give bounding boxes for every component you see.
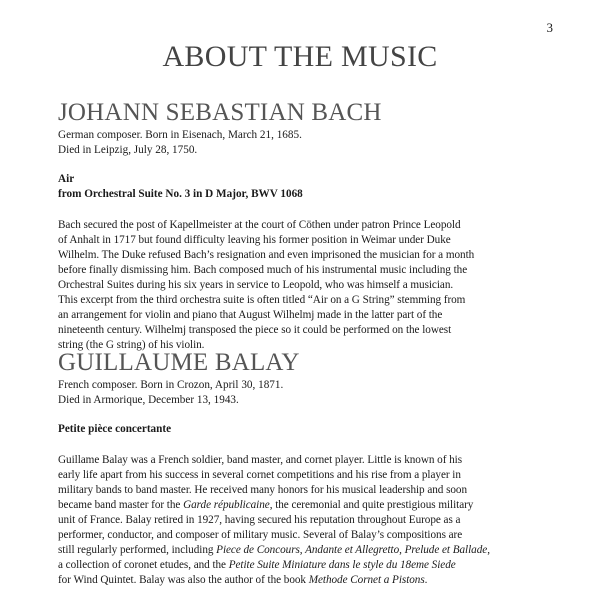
italic-title: Petite Suite Miniature dans le style du 18eme Siede bbox=[228, 559, 456, 571]
description-line: Bach secured the post of Kapellmeister at the court of Cöthen under patron Prince Leopold bbox=[58, 219, 461, 231]
composer-birth: French composer. Born in Crozon, April 30, 1871. bbox=[58, 379, 284, 391]
text-span: became band master for the bbox=[58, 499, 184, 511]
description-line bbox=[58, 498, 558, 513]
description-line: military bands to band master. He received many honors for his musical leadership and soon bbox=[58, 484, 468, 496]
italic-title: Garde républicaine bbox=[183, 499, 270, 511]
description-line bbox=[58, 558, 558, 573]
description-line: string (the G string) of his violin. bbox=[58, 339, 205, 351]
text-span: a collection of coronet etudes, and the bbox=[58, 559, 229, 571]
text-span: , bbox=[487, 544, 490, 556]
description-line: unit of France. Balay retired in 1927, having secured his reputation throughout Europe as a bbox=[58, 514, 461, 526]
description-line: an arrangement for violin and piano that August Wilhelmj made in the latter part of the bbox=[58, 309, 443, 321]
bach-section bbox=[58, 100, 558, 353]
work-subtitle: from Orchestral Suite No. 3 in D Major, BWV 1068 bbox=[58, 188, 303, 200]
description-line: Orchestral Suites during his six years in service to Leopold, who was himself a musician. bbox=[58, 279, 454, 291]
work-title: Petite pièce concertante bbox=[58, 423, 172, 435]
text-span: , the ceremonial and quite prestigious military bbox=[269, 499, 474, 511]
text-span: . bbox=[424, 574, 428, 586]
composer-death: Died in Leipzig, July 28, 1750. bbox=[58, 144, 198, 156]
composer-birth: German composer. Born in Eisenach, March 21, 1685. bbox=[58, 129, 302, 141]
text-span: for Wind Quintet. Balay was also the author of the book bbox=[58, 574, 309, 586]
text-span: still regularly performed, including bbox=[58, 544, 217, 556]
composer-death: Died in Armorique, December 13, 1943. bbox=[58, 394, 239, 406]
description-line: Wilhelm. The Duke refused Bach’s resignation and even imprisoned the musician for a month bbox=[58, 249, 475, 261]
description-line: early life apart from his success in several cornet competitions and his rise from a player in bbox=[58, 469, 461, 481]
page-title: ABOUT THE MUSIC bbox=[162, 40, 438, 73]
description-line: before finally dismissing him. Bach composed much of his instrumental music including the bbox=[58, 264, 468, 276]
work-title: Air bbox=[58, 173, 75, 185]
composer-name: GUILLAUME BALAY bbox=[58, 349, 300, 376]
description-line: nineteenth century. Wilhelmj transposed the piece so it could be performed on the lowest bbox=[58, 324, 452, 336]
italic-title: Piece de Concours, Andante et Allegretto, Prelude et Ballade bbox=[216, 544, 488, 556]
description-line: Guillame Balay was a French soldier, band master, and cornet player. Little is known of his bbox=[58, 454, 463, 466]
description-line bbox=[58, 543, 558, 558]
description-line: of Anhalt in 1717 but found difficulty leaving his former position in Weimar under Duke bbox=[58, 234, 451, 246]
bach-description bbox=[58, 218, 558, 353]
balay-description bbox=[58, 453, 558, 588]
balay-section bbox=[58, 350, 558, 588]
description-line: This excerpt from the third orchestra suite is often titled “Air on a G String” stemming from bbox=[58, 294, 466, 306]
italic-title: Methode Cornet a Pistons bbox=[308, 574, 425, 586]
description-line bbox=[58, 573, 558, 588]
composer-name: JOHANN SEBASTIAN BACH bbox=[58, 99, 382, 126]
page-number: 3 bbox=[546, 20, 553, 35]
description-line: performer, conductor, and composer of military music. Several of Balay’s compositions are bbox=[58, 529, 463, 541]
